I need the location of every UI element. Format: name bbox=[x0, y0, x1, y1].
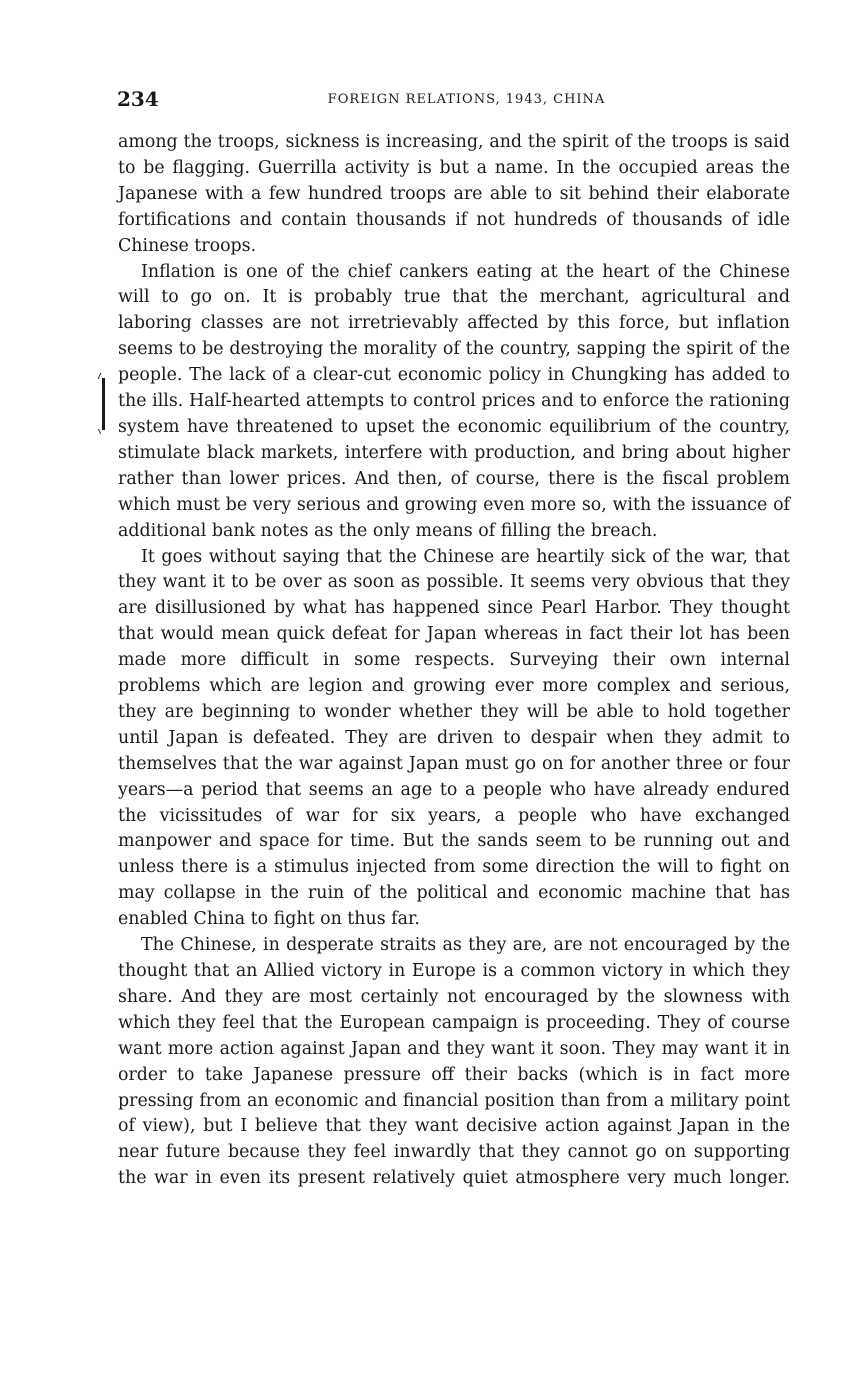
paragraph-4: The Chinese, in desperate straits as they are, are not encouraged by the thought that an Allied victory in Europe is a common victory in which they share. And they are most certainly not encouraged by the slowness with which they feel that the European campaign is proceeding. They of course want more action against Japan and they want it soon. They may want it in order to take Japanese pressure off their backs (which is in fact more pressing from an economic and financial position than from a military point of view), but I believe that they want decisive action against Japan in the near future because they feel inwardly that they cannot go on supporting the war in even its present relatively quiet atmosphere very much longer. bbox=[118, 935, 790, 1189]
running-head bbox=[117, 88, 790, 116]
paragraph-2: Inflation is one of the chief cankers eating at the heart of the Chinese will to go on. It is probably true that the merchant, agricultural and laboring classes are not irretrievably affected by this force, but inflation seems to be destroying the morality of the country, sapping the spirit of the people. The lack of a clear-cut economic policy in Chungking has added to the ills. Half-hearted attempts to control prices and to enforce the rationing system have threatened to upset the economic equilibrium of the country, stimulate black markets, interfere with production, and bring about higher rather than lower prices. And then, of course, there is the fiscal problem which must be very serious and growing even more so, with the issuance of additional bank notes as the only means of filling the breach. bbox=[118, 261, 790, 541]
body-text bbox=[118, 130, 790, 1192]
paragraph-3: It goes without saying that the Chinese are heartily sick of the war, that they want it to be over as soon as possible. It seems very obvious that they are disillusioned by what has happened since Pearl Harbor. They thought that would mean quick defeat for Japan whereas in fact their lot has been made more difficult in some respects. Surveying their own internal problems which are legion and growing ever more complex and serious, they are beginning to wonder whether they will be able to hold together until Japan is defeated. They are driven to despair when they admit to themselves that the war against Japan must go on for another three or four years—a period that seems an age to a people who have already endured the vicissitudes of war for six years, a people who have exchanged manpower and space for time. But the sands seem to be running out and unless there is a stimulus injected from some direction the will to fight on may collapse in the ruin of the political and economic machine that has enabled China to fight on thus far. bbox=[118, 546, 790, 930]
margin-bracket-mark bbox=[102, 378, 105, 430]
paragraph-1: among the troops, sickness is increasing, and the spirit of the troops is said to be flagging. Guerrilla activity is but a name. In the occupied areas the Japanese with a few hundred troops are able to sit behind their elaborate fortifications and contain thousands if not hundreds of thousands of idle Chinese troops. bbox=[118, 132, 790, 256]
running-head-title: FOREIGN RELATIONS, 1943, CHINA bbox=[327, 92, 606, 107]
page-number: 234 bbox=[117, 87, 159, 111]
